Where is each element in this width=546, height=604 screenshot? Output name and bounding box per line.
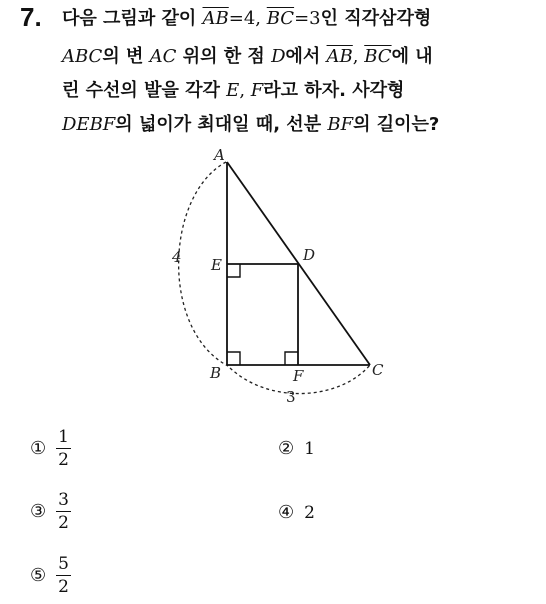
question-line-2 — [62, 42, 433, 72]
side-bc-length: 3 — [286, 388, 296, 406]
question-number: 7. — [20, 2, 42, 32]
label-f: F — [293, 367, 304, 385]
equals-3: =3 — [294, 8, 321, 29]
option-marker: ① — [30, 438, 47, 460]
text: 린 수선의 발을 각각 — [62, 80, 227, 101]
label-d: D — [303, 246, 316, 264]
quadrilateral-debf: DEBF — [62, 114, 116, 135]
label-c: C — [372, 361, 384, 379]
segment-bf: BF — [327, 114, 354, 135]
label-a: A — [214, 146, 225, 164]
option-5[interactable] — [30, 555, 71, 596]
numerator: 3 — [58, 490, 69, 510]
label-e: E — [211, 256, 222, 274]
point-d: D — [271, 46, 286, 67]
right-angle-mark-e — [227, 264, 240, 277]
numerator: 1 — [58, 427, 69, 447]
text: 에 내 — [391, 46, 433, 67]
option-4[interactable] — [278, 502, 315, 523]
option-marker: ④ — [278, 502, 295, 523]
numerator: 5 — [58, 554, 69, 574]
point-e: E — [226, 80, 240, 101]
denominator: 2 — [58, 449, 69, 470]
denominator: 2 — [58, 576, 69, 597]
text: 위의 한 점 — [176, 46, 272, 67]
triangle-abc: ABC — [62, 46, 103, 67]
right-angle-mark-b — [227, 352, 240, 365]
option-value: 1 — [304, 438, 315, 459]
segment-ab: $\overline{AB}$ — [326, 46, 353, 67]
fraction — [56, 491, 71, 532]
text: 의 넓이가 최대일 때, 선분 — [115, 114, 328, 135]
comma: , — [352, 46, 365, 67]
option-marker: ② — [278, 438, 295, 459]
right-angle-mark-f — [285, 352, 298, 365]
segment-bc: $\overline{BC}$ — [266, 8, 295, 29]
fraction — [56, 428, 71, 469]
option-marker: ⑤ — [30, 565, 47, 587]
option-3[interactable] — [30, 491, 71, 532]
triangle-figure — [160, 140, 400, 410]
question-line-1 — [62, 4, 431, 34]
side-ab-length: 4 — [172, 248, 182, 266]
option-value: 2 — [304, 502, 315, 523]
denominator: 2 — [58, 512, 69, 533]
text: 라고 하자. 사각형 — [263, 80, 405, 101]
segment-bc: $\overline{BC}$ — [364, 46, 392, 67]
text: 다음 그림과 같이 — [62, 8, 203, 29]
option-marker: ③ — [30, 501, 47, 523]
comma: , — [239, 80, 251, 101]
text: 의 길이는? — [353, 114, 440, 135]
question-line-3 — [62, 76, 404, 106]
equals-4: =4, — [228, 8, 267, 29]
option-2[interactable] — [278, 438, 315, 459]
point-f: F — [250, 80, 264, 101]
text: 인 직각삼각형 — [320, 8, 432, 29]
label-b: B — [210, 364, 222, 382]
text: 의 변 — [102, 46, 150, 67]
fraction — [56, 555, 71, 596]
option-1[interactable] — [30, 428, 71, 469]
side-ac: AC — [149, 46, 177, 67]
text: 에서 — [285, 46, 327, 67]
question-line-4 — [62, 110, 439, 140]
segment-ab: $\overline{AB}$ — [202, 8, 229, 29]
